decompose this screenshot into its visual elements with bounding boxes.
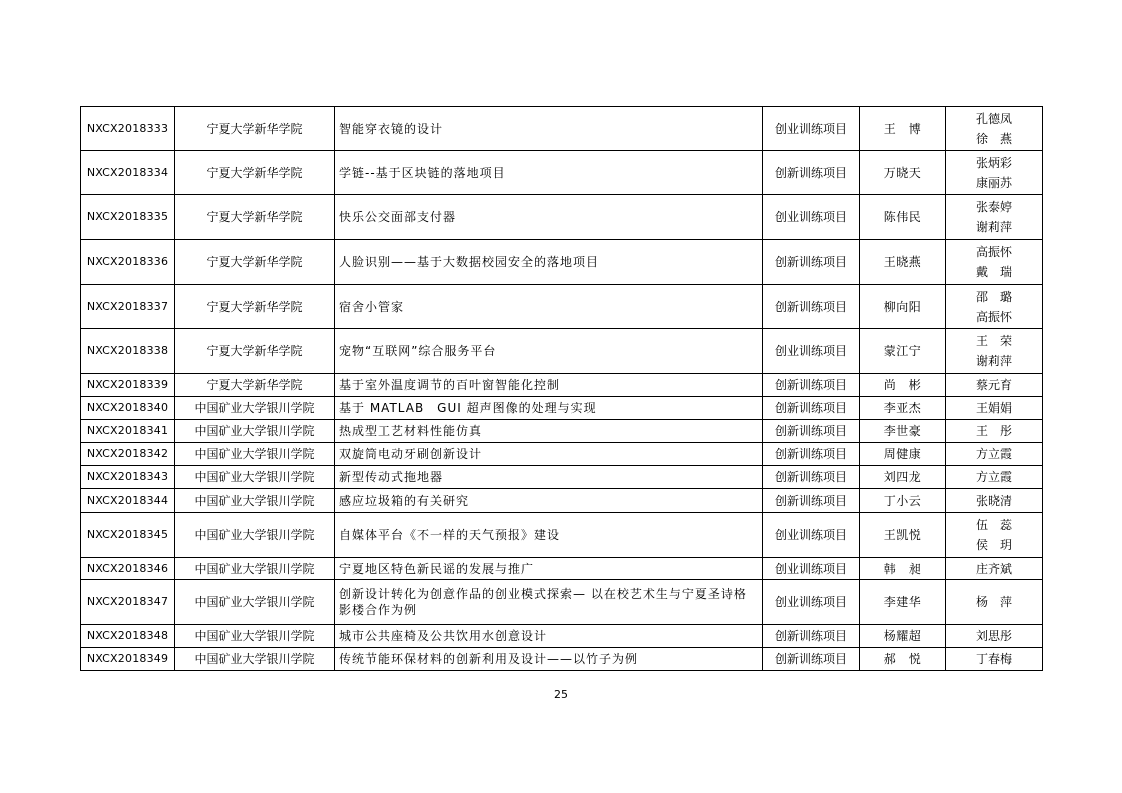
- project-type-cell: 创业训练项目: [763, 107, 860, 151]
- project-code-cell: NXCX2018346: [81, 558, 175, 580]
- project-type-cell: 创新训练项目: [763, 625, 860, 648]
- school-cell: 中国矿业大学银川学院: [175, 420, 335, 443]
- school-cell: 中国矿业大学银川学院: [175, 513, 335, 558]
- leader-cell: 丁小云: [860, 489, 946, 513]
- school-cell: 中国矿业大学银川学院: [175, 558, 335, 580]
- advisor-name: 侯 玥: [975, 538, 1012, 552]
- table-row: [81, 625, 1043, 648]
- project-table-body: [81, 107, 1043, 671]
- project-name-cell: 宿舍小管家: [335, 285, 763, 329]
- table-row: [81, 420, 1043, 443]
- table-row: [81, 240, 1043, 285]
- advisor-name: 方立霞: [975, 470, 1012, 484]
- advisor-name: 高振怀: [975, 245, 1012, 259]
- table-row: [81, 513, 1043, 558]
- project-type-cell: 创业训练项目: [763, 558, 860, 580]
- project-type-cell: 创新训练项目: [763, 443, 860, 466]
- advisor-cell: [946, 240, 1043, 285]
- project-code-cell: NXCX2018336: [81, 240, 175, 285]
- advisor-cell: [946, 443, 1043, 466]
- advisor-cell: [946, 151, 1043, 195]
- project-type-cell: 创新训练项目: [763, 285, 860, 329]
- table-row: [81, 443, 1043, 466]
- project-name-cell: 基于室外温度调节的百叶窗智能化控制: [335, 374, 763, 397]
- project-code-cell: NXCX2018335: [81, 195, 175, 240]
- project-name-cell: 自媒体平台《不一样的天气预报》建设: [335, 513, 763, 558]
- leader-cell: 陈伟民: [860, 195, 946, 240]
- advisor-cell: [946, 513, 1043, 558]
- leader-cell: 李建华: [860, 580, 946, 625]
- advisor-cell: [946, 374, 1043, 397]
- project-type-cell: 创业训练项目: [763, 580, 860, 625]
- project-type-cell: 创业训练项目: [763, 195, 860, 240]
- school-cell: 中国矿业大学银川学院: [175, 443, 335, 466]
- advisor-name: 谢莉萍: [975, 220, 1012, 234]
- project-name-cell: 双旋筒电动牙刷创新设计: [335, 443, 763, 466]
- project-name-cell: 人脸识别——基于大数据校园安全的落地项目: [335, 240, 763, 285]
- advisor-name: 庄齐斌: [975, 561, 1012, 576]
- page-number: 25: [554, 688, 568, 701]
- leader-cell: 杨耀超: [860, 625, 946, 648]
- leader-cell: 王凯悦: [860, 513, 946, 558]
- table-row: [81, 329, 1043, 374]
- advisor-cell: [946, 625, 1043, 648]
- table-row: [81, 558, 1043, 580]
- advisor-name: 康丽苏: [975, 175, 1012, 190]
- project-name-cell: 宁夏地区特色新民谣的发展与推广: [335, 558, 763, 580]
- project-name-cell: 宠物“互联网”综合服务平台: [335, 329, 763, 374]
- advisor-name: 方立霞: [975, 447, 1012, 461]
- table-row: [81, 397, 1043, 420]
- advisor-cell: [946, 329, 1043, 374]
- table-row: [81, 648, 1043, 671]
- school-cell: 宁夏大学新华学院: [175, 285, 335, 329]
- project-code-cell: NXCX2018347: [81, 580, 175, 625]
- advisor-name: 孔德凤: [975, 111, 1012, 126]
- table-row: [81, 195, 1043, 240]
- leader-cell: 王 博: [860, 107, 946, 151]
- project-code-cell: NXCX2018344: [81, 489, 175, 513]
- advisor-name: 王 荣: [975, 334, 1012, 348]
- advisor-name: 丁春梅: [975, 652, 1012, 666]
- project-code-cell: NXCX2018349: [81, 648, 175, 671]
- project-type-cell: 创新训练项目: [763, 151, 860, 195]
- school-cell: 宁夏大学新华学院: [175, 329, 335, 374]
- school-cell: 中国矿业大学银川学院: [175, 625, 335, 648]
- advisor-cell: [946, 466, 1043, 489]
- advisor-name: 高振怀: [975, 309, 1012, 324]
- advisor-name: 徐 燕: [975, 131, 1012, 146]
- leader-cell: 李世豪: [860, 420, 946, 443]
- project-code-cell: NXCX2018341: [81, 420, 175, 443]
- project-code-cell: NXCX2018339: [81, 374, 175, 397]
- advisor-name: 杨 萍: [975, 595, 1012, 609]
- table-row: [81, 107, 1043, 151]
- project-type-cell: 创新训练项目: [763, 420, 860, 443]
- project-name-cell: 学链--基于区块链的落地项目: [335, 151, 763, 195]
- school-cell: 中国矿业大学银川学院: [175, 580, 335, 625]
- school-cell: 宁夏大学新华学院: [175, 195, 335, 240]
- project-code-cell: NXCX2018338: [81, 329, 175, 374]
- advisor-cell: [946, 648, 1043, 671]
- leader-cell: 尚 彬: [860, 374, 946, 397]
- project-code-cell: NXCX2018334: [81, 151, 175, 195]
- advisor-cell: [946, 580, 1043, 625]
- leader-cell: 蒙江宁: [860, 329, 946, 374]
- school-cell: 中国矿业大学银川学院: [175, 466, 335, 489]
- project-name-cell: 感应垃圾箱的有关研究: [335, 489, 763, 513]
- project-type-cell: 创新训练项目: [763, 489, 860, 513]
- leader-cell: 万晓天: [860, 151, 946, 195]
- school-cell: 中国矿业大学银川学院: [175, 489, 335, 513]
- project-name-cell: 新型传动式拖地器: [335, 466, 763, 489]
- advisor-name: 王 彤: [975, 424, 1012, 438]
- project-code-cell: NXCX2018337: [81, 285, 175, 329]
- leader-cell: 郝 悦: [860, 648, 946, 671]
- advisor-cell: [946, 107, 1043, 151]
- advisor-name: 蔡元育: [975, 378, 1012, 392]
- advisor-cell: [946, 489, 1043, 513]
- project-type-cell: 创业训练项目: [763, 513, 860, 558]
- project-code-cell: NXCX2018343: [81, 466, 175, 489]
- advisor-name: 伍 蕊: [975, 518, 1012, 532]
- advisor-name: 谢莉萍: [975, 354, 1012, 368]
- project-code-cell: NXCX2018340: [81, 397, 175, 420]
- leader-cell: 王晓燕: [860, 240, 946, 285]
- table-row: [81, 489, 1043, 513]
- table-row: [81, 285, 1043, 329]
- project-type-cell: 创新训练项目: [763, 466, 860, 489]
- table-row: [81, 466, 1043, 489]
- project-code-cell: NXCX2018348: [81, 625, 175, 648]
- project-name-cell: 城市公共座椅及公共饮用水创意设计: [335, 625, 763, 648]
- project-code-cell: NXCX2018345: [81, 513, 175, 558]
- advisor-name: 邵 璐: [975, 289, 1012, 304]
- project-type-cell: 创新训练项目: [763, 648, 860, 671]
- advisor-cell: [946, 420, 1043, 443]
- advisor-cell: [946, 397, 1043, 420]
- project-table: [80, 106, 1043, 671]
- advisor-name: 戴 瑞: [975, 265, 1012, 279]
- leader-cell: 柳向阳: [860, 285, 946, 329]
- project-type-cell: 创业训练项目: [763, 329, 860, 374]
- project-code-cell: NXCX2018342: [81, 443, 175, 466]
- advisor-cell: [946, 195, 1043, 240]
- school-cell: 中国矿业大学银川学院: [175, 648, 335, 671]
- school-cell: 宁夏大学新华学院: [175, 151, 335, 195]
- project-name-cell: 基于 MATLAB GUI 超声图像的处理与实现: [335, 397, 763, 420]
- project-type-cell: 创新训练项目: [763, 374, 860, 397]
- advisor-name: 张泰婷: [975, 200, 1012, 214]
- table-row: [81, 374, 1043, 397]
- advisor-name: 王娟娟: [975, 401, 1012, 415]
- advisor-name: 张晓清: [975, 493, 1012, 508]
- school-cell: 宁夏大学新华学院: [175, 374, 335, 397]
- school-cell: 宁夏大学新华学院: [175, 240, 335, 285]
- advisor-cell: [946, 285, 1043, 329]
- project-name-cell: 热成型工艺材料性能仿真: [335, 420, 763, 443]
- leader-cell: 刘四龙: [860, 466, 946, 489]
- leader-cell: 韩 昶: [860, 558, 946, 580]
- project-type-cell: 创新训练项目: [763, 240, 860, 285]
- project-code-cell: NXCX2018333: [81, 107, 175, 151]
- table-row: [81, 580, 1043, 625]
- leader-cell: 李亚杰: [860, 397, 946, 420]
- school-cell: 中国矿业大学银川学院: [175, 397, 335, 420]
- school-cell: 宁夏大学新华学院: [175, 107, 335, 151]
- project-name-cell: 智能穿衣镜的设计: [335, 107, 763, 151]
- table-row: [81, 151, 1043, 195]
- project-type-cell: 创新训练项目: [763, 397, 860, 420]
- project-name-cell: 快乐公交面部支付器: [335, 195, 763, 240]
- project-name-cell: 创新设计转化为创意作品的创业模式探索— 以在校艺术生与宁夏圣诗格影楼合作为例: [335, 580, 763, 625]
- advisor-name: 刘思彤: [975, 629, 1012, 643]
- advisor-name: 张炳彩: [975, 155, 1012, 170]
- advisor-cell: [946, 558, 1043, 580]
- leader-cell: 周健康: [860, 443, 946, 466]
- project-name-cell: 传统节能环保材料的创新利用及设计——以竹子为例: [335, 648, 763, 671]
